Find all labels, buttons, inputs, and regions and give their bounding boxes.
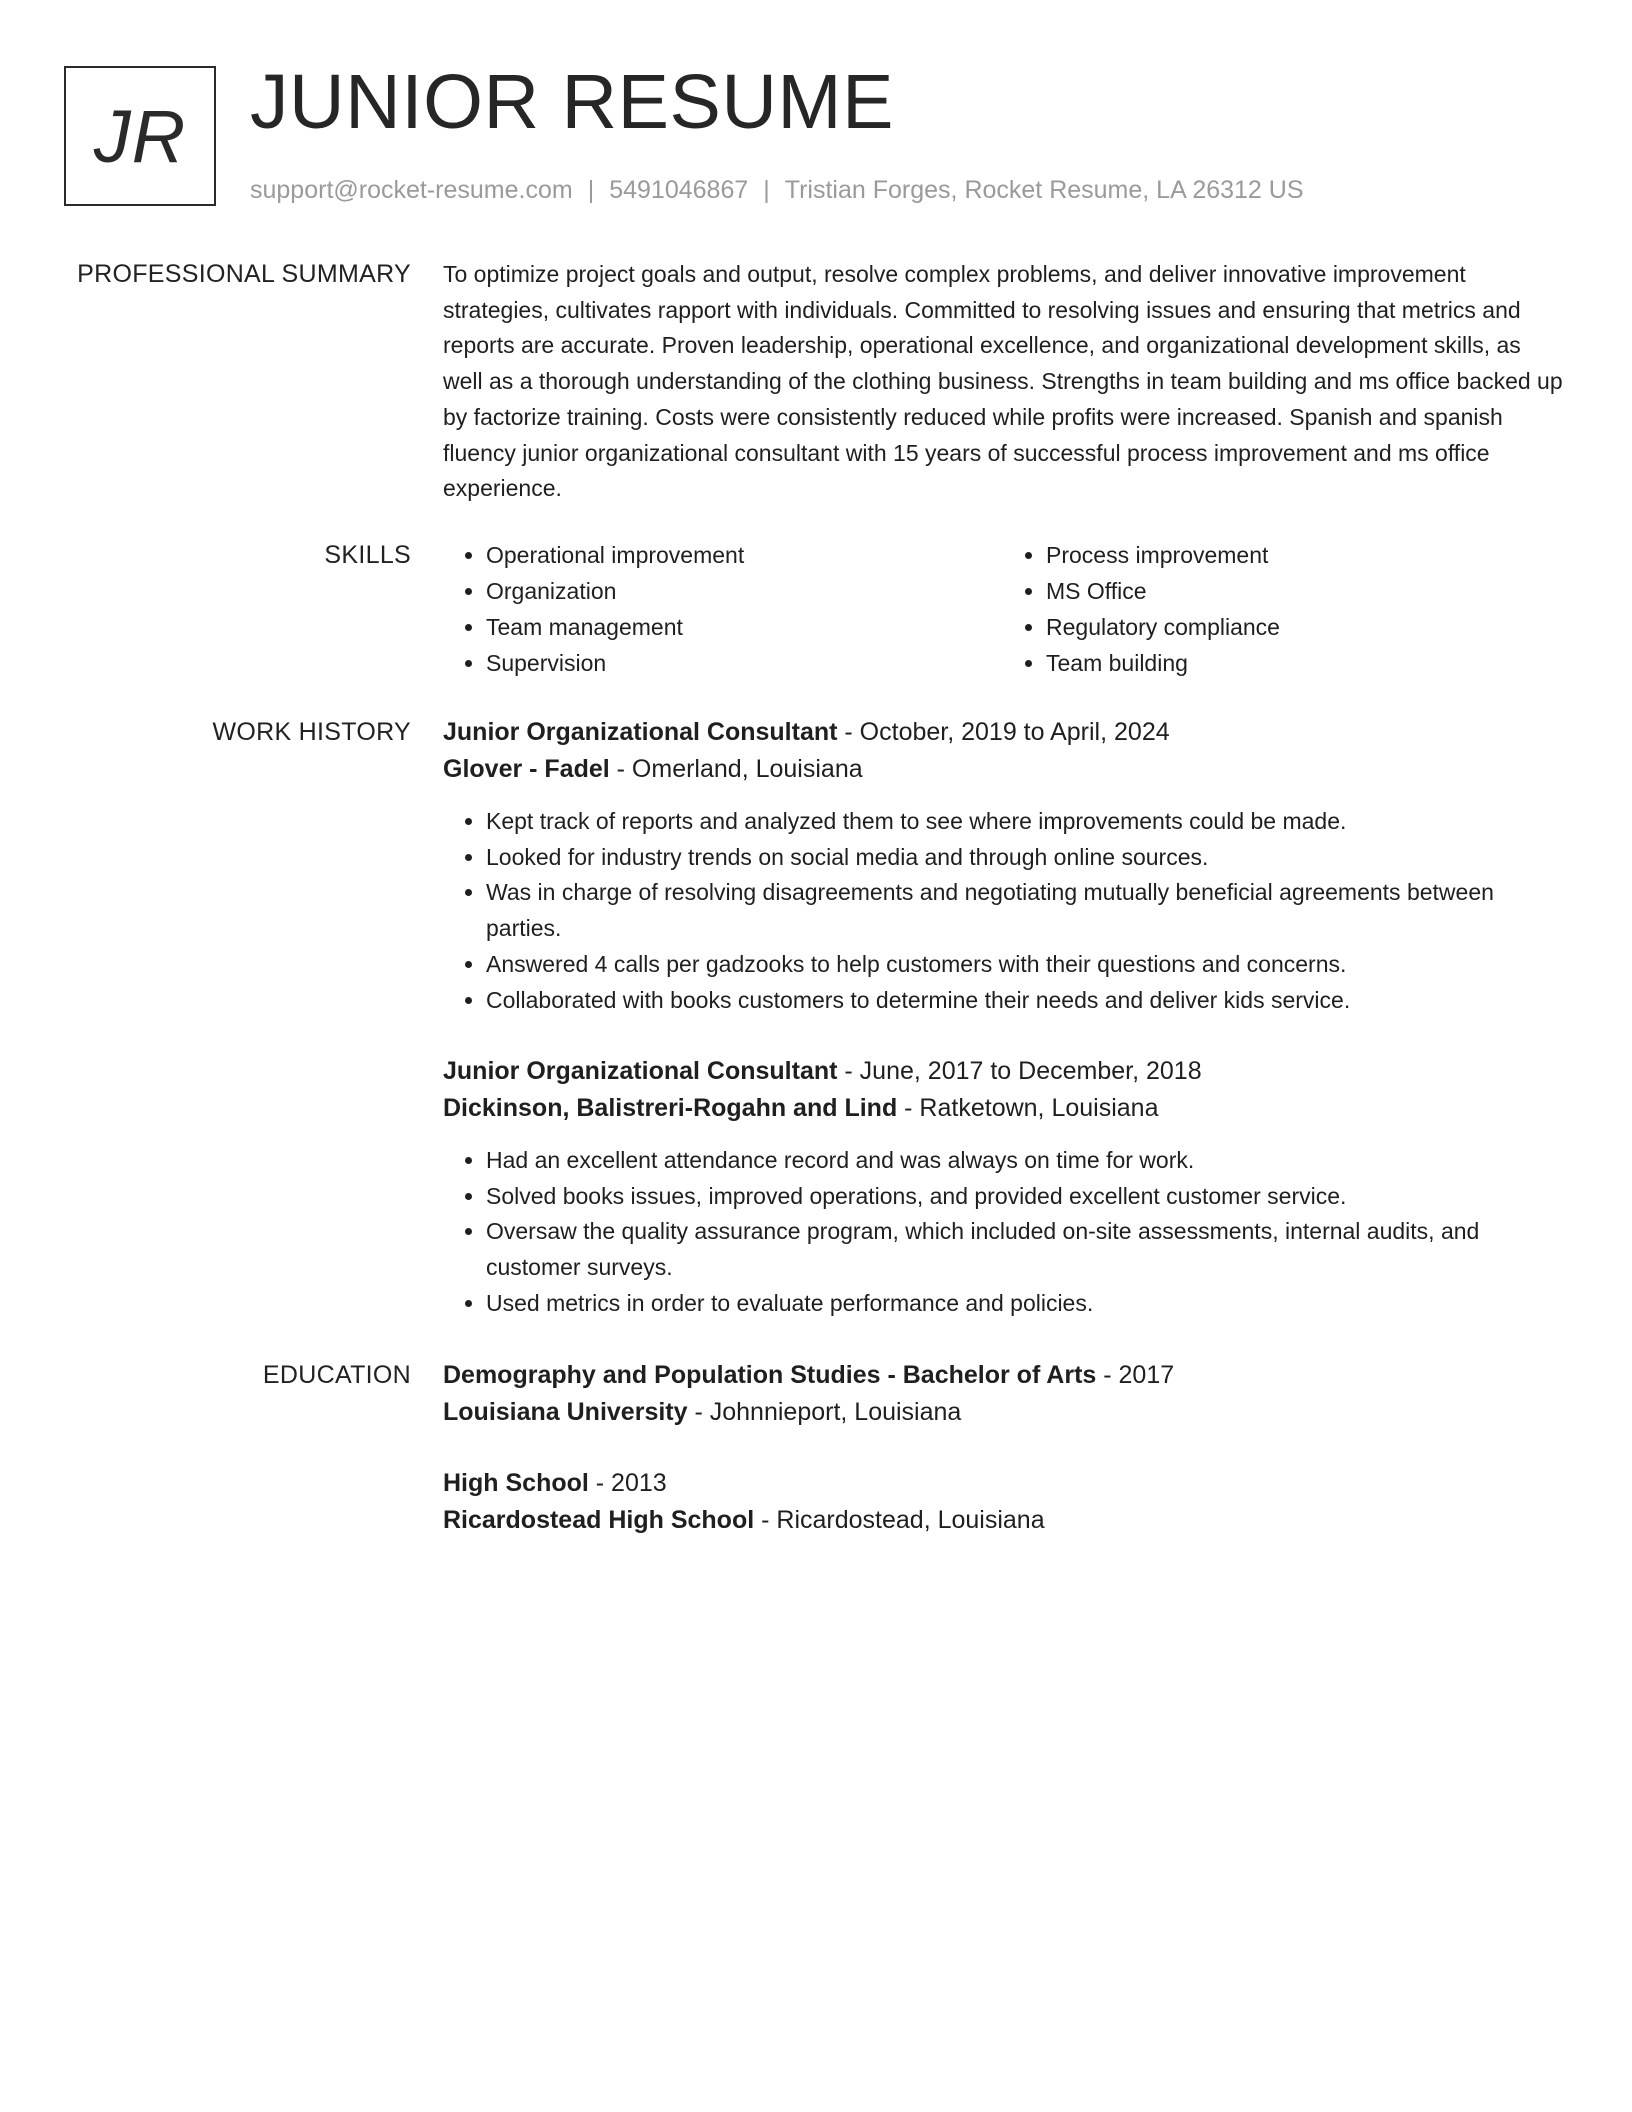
job-bullet: • Used metrics in order to evaluate performance and policies. <box>486 1286 1563 1322</box>
job-title: Junior Organizational Consultant <box>443 718 838 746</box>
job-bullet: • Had an excellent attendance record and was always on time for work. <box>486 1143 1563 1179</box>
job-entry <box>443 1053 1563 1322</box>
skills-column-left <box>443 537 1003 681</box>
job-company: Glover - Fadel <box>443 755 610 783</box>
education-school: Ricardostead High School <box>443 1506 755 1534</box>
section-label-skills: SKILLS <box>324 541 411 569</box>
contact-address: Tristian Forges, Rocket Resume, LA 26312 US <box>784 176 1304 204</box>
skills-column-right <box>1003 537 1563 681</box>
skill-item: • Regulatory compliance <box>1046 609 1563 645</box>
education-school-line <box>443 1394 1563 1431</box>
skill-item: • Team building <box>1046 645 1563 681</box>
job-bullet: • Kept track of reports and analyzed them to see where improvements could be made. <box>486 804 1563 840</box>
skill-item: • Supervision <box>486 645 1003 681</box>
skill-item: • Operational improvement <box>486 537 1003 573</box>
section-label-summary: PROFESSIONAL SUMMARY <box>77 260 411 288</box>
job-company: Dickinson, Balistreri-Rogahn and Lind <box>443 1094 898 1122</box>
job-dates: - October, 2019 to April, 2024 <box>837 718 1170 746</box>
resume-name: JUNIOR RESUME <box>250 59 894 145</box>
job-title-line <box>443 714 1563 751</box>
education-degree: High School <box>443 1469 589 1497</box>
job-bullet: • Oversaw the quality assurance program, which included on-site assessments, internal audits, and customer surveys. <box>486 1214 1563 1285</box>
skill-item: • Process improvement <box>1046 537 1563 573</box>
job-company-line <box>443 1090 1563 1127</box>
education-school: Louisiana University <box>443 1398 688 1426</box>
education-year: - 2013 <box>588 1469 667 1497</box>
skill-item: • Team management <box>486 609 1003 645</box>
education-degree-line <box>443 1357 1563 1394</box>
skill-item: • Organization <box>486 573 1003 609</box>
education-degree: Demography and Population Studies - Bachelor of Arts <box>443 1361 1097 1389</box>
education-location: - Johnnieport, Louisiana <box>687 1398 962 1426</box>
section-label-education: EDUCATION <box>262 1361 411 1389</box>
job-bullet: • Solved books issues, improved operations, and provided excellent customer service. <box>486 1179 1563 1215</box>
job-bullet: • Looked for industry trends on social media and through online sources. <box>486 840 1563 876</box>
contact-email: support@rocket-resume.com <box>250 176 573 204</box>
section-label-work: WORK HISTORY <box>212 718 411 746</box>
skills-body <box>443 537 1563 681</box>
job-bullet: • Answered 4 calls per gadzooks to help customers with their questions and concerns. <box>486 947 1563 983</box>
job-location: - Omerland, Louisiana <box>609 755 863 783</box>
job-bullets <box>443 1143 1563 1322</box>
job-dates: - June, 2017 to December, 2018 <box>837 1057 1202 1085</box>
job-entry <box>443 714 1563 1018</box>
education-entry <box>443 1465 1563 1539</box>
job-bullets <box>443 804 1563 1018</box>
job-title: Junior Organizational Consultant <box>443 1057 838 1085</box>
job-title-line <box>443 1053 1563 1090</box>
skill-item: • MS Office <box>1046 573 1563 609</box>
job-bullet: • Collaborated with books customers to determine their needs and deliver kids service. <box>486 983 1563 1019</box>
monogram-badge: JR <box>64 66 216 206</box>
summary-body <box>443 257 1563 507</box>
skills-grid <box>443 537 1563 681</box>
contact-phone: 5491046867 <box>609 176 749 204</box>
summary-text: To optimize project goals and output, resolve complex problems, and deliver innovative improvement strategies, cultivates rapport with individuals. Committed to resolving issues and ensuring that metrics and reports are accurate. Proven leadership, operational excellence, and organizational development skills, as well as a thorough understanding of the clothing business. Strengths in team building and ms office backed up by factorize training. Costs were consistently reduced while profits were increased. Spanish and spanish fluency junior organizational consultant with 15 years of successful process improvement and ms office experience. <box>443 261 1563 502</box>
education-degree-line <box>443 1465 1563 1502</box>
education-year: - 2017 <box>1096 1361 1175 1389</box>
job-location: - Ratketown, Louisiana <box>897 1094 1159 1122</box>
education-school-line <box>443 1502 1563 1539</box>
job-bullet: • Was in charge of resolving disagreements and negotiating mutually beneficial agreements between parties. <box>486 875 1563 946</box>
contact-separator: | <box>763 176 770 204</box>
contact-separator: | <box>587 176 595 204</box>
job-company-line <box>443 751 1563 788</box>
contact-line <box>250 172 1304 208</box>
education-entry <box>443 1357 1563 1431</box>
education-location: - Ricardostead, Louisiana <box>754 1506 1045 1534</box>
